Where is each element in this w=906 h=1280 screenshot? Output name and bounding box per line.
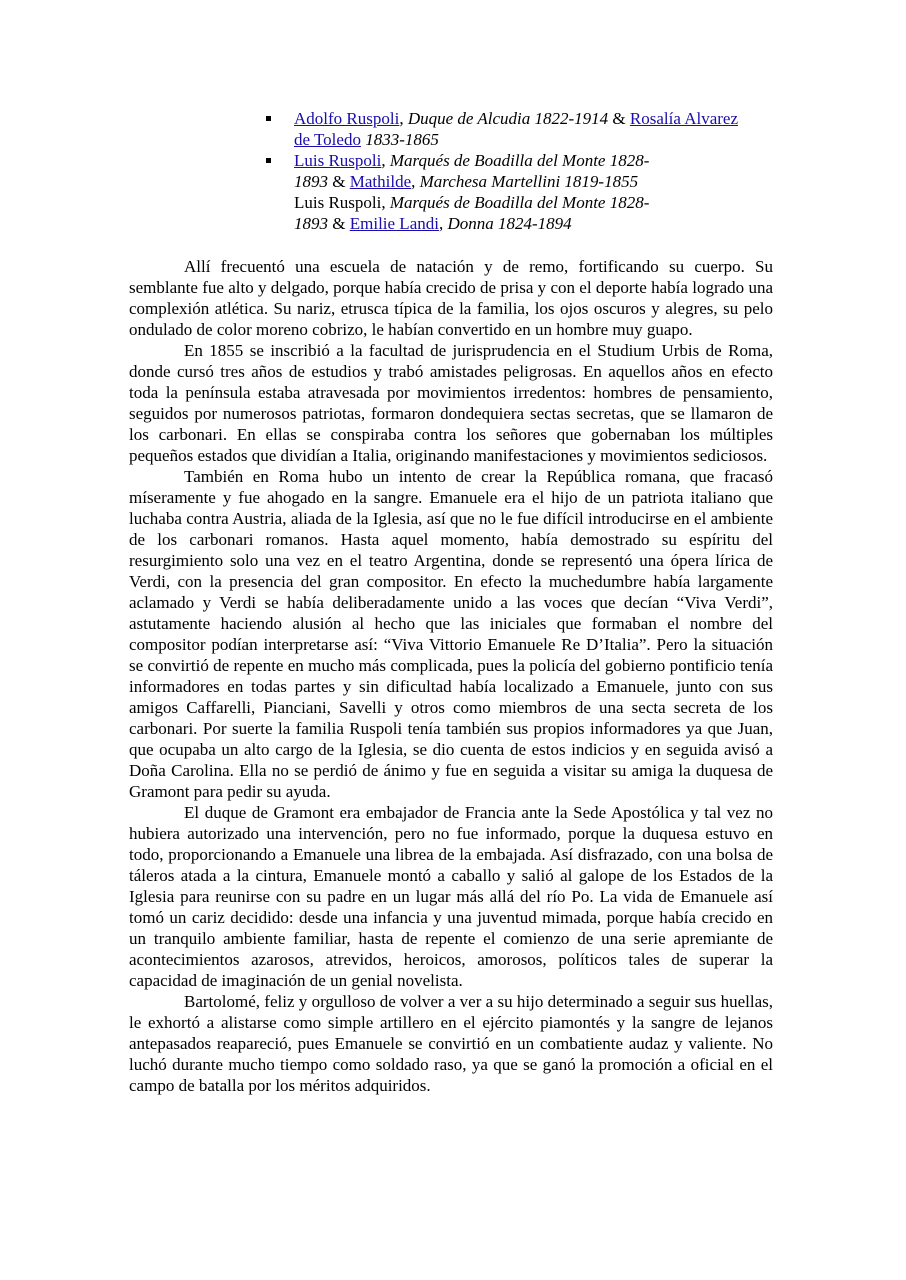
list-item: [294, 108, 774, 150]
list-line: [294, 108, 774, 129]
body-text: [129, 256, 773, 1096]
paragraph: También en Roma hubo un intento de crear la República romana, que fracasó míseramente y fue ahogado en la sangre. Emanuele era el hijo de un patriota italiano que luchaba contra Austria, aliada de la Iglesia, así que no le fue difícil introducirse en el ambiente de los carbonari romanos. Hasta aquel momento, había demostrado su espíritu del resurgimiento solo una vez en el teatro Argentina, donde se representó una ópera lírica de Verdi, con la presencia del gran compositor. En efecto la muchedumbre había largamente aclamado y Verdi se había deliberadamente unido a las voces que decían “Viva Verdi”, astutamente haciendo alusión al hecho que las iniciales que formaban el nombre del compositor podían interpretarse así: “Viva Vittorio Emanuele Re D’Italia”. Pero la situación se convirtió de repente en mucho más complicada, pues la policía del gobierno pontificio tenía informadores en todas partes y sin dificultad había localizado a Emanuele, junto con sus amigos Caffarelli, Pianciani, Savelli y otros como miembros de una secta secreta de los carbonari. Por suerte la familia Ruspoli tenía también sus propios informadores ya que Juan, que ocupaba un alto cargo de la Iglesia, se dio cuenta de estos indicios y en seguida avisó a Doña Carolina. Ella no se perdió de ánimo y fue en seguida a visitar su amiga la duquesa de Gramont para pedir su ayuda.: [129, 467, 773, 801]
list-text: 1893: [294, 214, 328, 233]
paragraph: Allí frecuentó una escuela de natación y de remo, fortificando su cuerpo. Su semblante fue alto y delgado, porque había crecido de prisa y con el deporte había logrado una complexión atlética. Su nariz, etrusca típica de la familia, los ojos oscuros y alegres, su pelo ondulado de color moreno cobrizo, le habían convertido en un hombre muy guapo.: [129, 257, 773, 339]
list-text: Marqués de Boadilla del Monte 1828-: [389, 193, 650, 212]
link-rosalia-alvarez[interactable]: de Toledo: [294, 130, 361, 149]
paragraph: El duque de Gramont era embajador de Francia ante la Sede Apostólica y tal vez no hubiera autorizado una intervención, pero no fue informado, porque la duquesa estuvo en todo, proporcionando a Emanuele una librea de la embajada. Así disfrazado, con una bolsa de táleros atada a la cintura, Emanuele montó a caballo y salió al galope de los Estados de la Iglesia para reunirse con su padre en un lugar más allá del río Po. La vida de Emanuele así tomó un cariz decidido: desde una infancia y una juventud mimada, porque había crecido en un tranquilo ambiente familiar, hasta de repente el comienzo de una serie apremiante de acontecimientos azarosos, atrevidos, heroicos, amorosos, políticos tales de superar la capacidad de imaginación de un genial novelista.: [129, 803, 773, 990]
paragraph: En 1855 se inscribió a la facultad de jurisprudencia en el Studium Urbis de Roma, donde cursó tres años de estudios y trabó amistades peligrosas. En aquellos años en efecto toda la península estaba atravesada por movimientos irredentos: hombres de pensamiento, seguidos por numerosos patriotas, formaron dondequiera sectas secretas, que se llamaron de los carbonari. En ellas se conspiraba contra los señores que gobernaban los múltiples pequeños estados que dividían a Italia, originando manifestaciones y movimientos sediciosos.: [129, 341, 773, 465]
list-text: Donna 1824-1894: [447, 214, 572, 233]
link-adolfo-ruspoli[interactable]: Adolfo Ruspoli: [294, 109, 400, 128]
list-text: ,: [399, 109, 408, 128]
list-text: ,: [381, 151, 390, 170]
genealogy-list: [294, 108, 774, 234]
link-mathilde[interactable]: Mathilde: [349, 172, 412, 191]
link-emilie-landi[interactable]: Emilie Landi: [349, 214, 439, 233]
list-line: [294, 213, 774, 234]
list-text: 1833-1865: [365, 130, 439, 149]
list-text: Marqués de Boadilla del Monte 1828-: [389, 151, 650, 170]
list-text: 1893: [294, 172, 328, 191]
list-text: Duque de Alcudia 1822-1914: [407, 109, 609, 128]
list-text: &: [328, 172, 350, 191]
paragraph: Bartolomé, feliz y orgulloso de volver a ver a su hijo determinado a seguir sus huellas, le exhortó a alistarse como simple artillero en el ejército piamontés y la sangre de lejanos antepasados reapareció, pues Emanuele se convirtió en un combatiente audaz y valiente. No luchó durante mucho tiempo como soldado raso, ya que se ganó la promoción a oficial en el campo de batalla por los méritos adquiridos.: [129, 992, 773, 1095]
list-text: &: [328, 214, 350, 233]
list-item: [294, 150, 774, 234]
bullet-icon: [266, 116, 271, 121]
list-line: [294, 150, 774, 171]
list-line: [294, 129, 774, 150]
list-text: &: [608, 109, 630, 128]
list-text: Marchesa Martellini 1819-1855: [419, 172, 639, 191]
list-text: ,: [411, 172, 420, 191]
list-text: ,: [438, 214, 448, 233]
bullet-icon: [266, 158, 271, 163]
link-rosalia-alvarez[interactable]: Rosalía Alvarez: [629, 109, 739, 128]
list-text: Luis Ruspoli,: [294, 193, 390, 212]
list-line: [294, 192, 774, 213]
list-line: [294, 171, 774, 192]
link-luis-ruspoli[interactable]: Luis Ruspoli: [294, 151, 382, 170]
